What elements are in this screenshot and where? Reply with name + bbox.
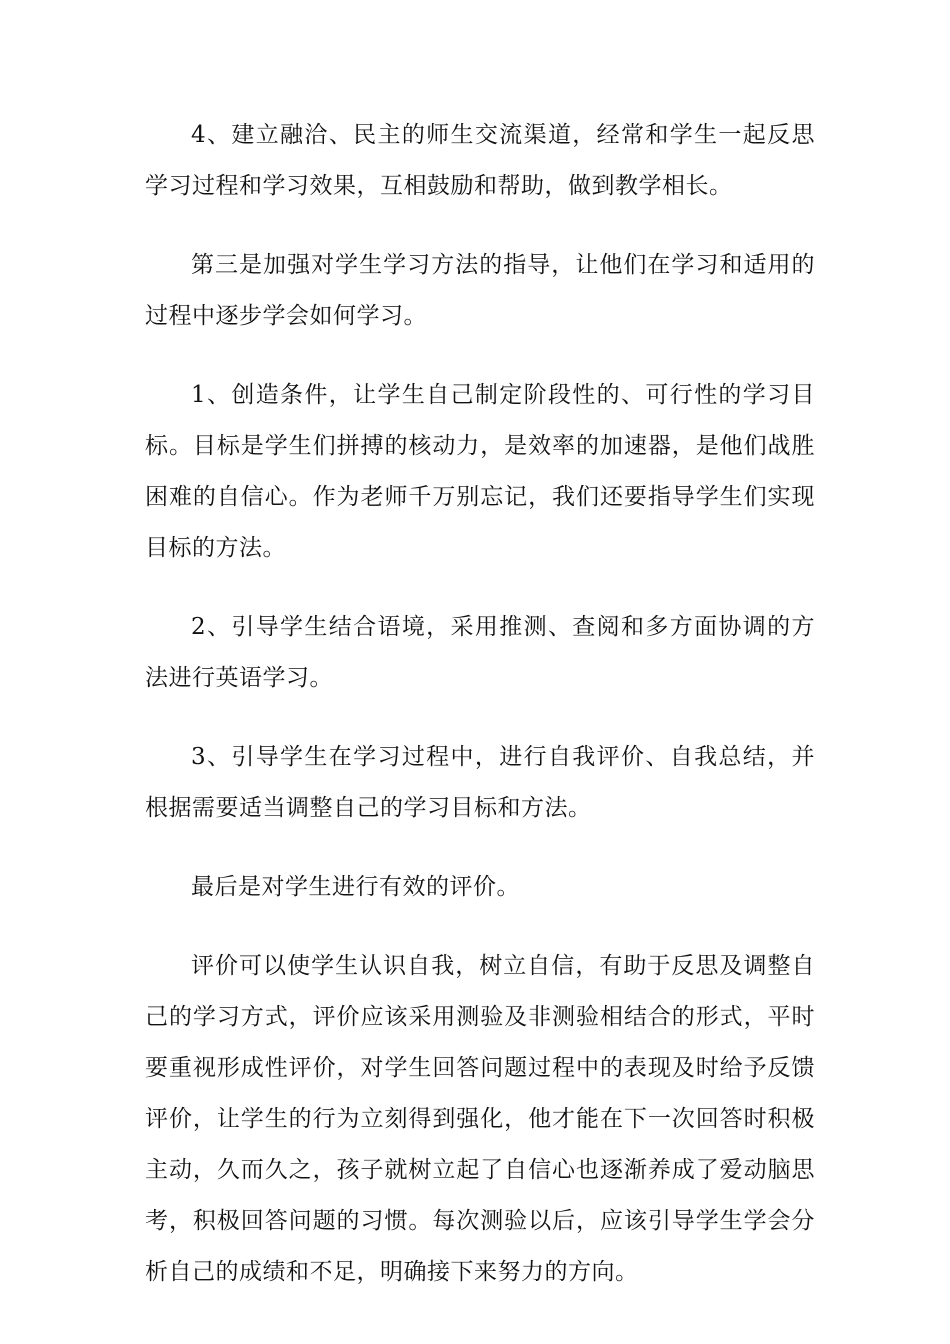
paragraph-item-1: 1、创造条件，让学生自己制定阶段性的、可行性的学习目标。目标是学生们拼搏的核动力，是效率的加速器，是他们战胜困难的自信心。作为老师千万别忘记，我们还要指导学生们实现目标的方法。 (145, 382, 815, 561)
paragraph-item-3: 3、引导学生在学习过程中，进行自我评价、自我总结，并根据需要适当调整自己的学习目标和方法。 (145, 744, 815, 821)
paragraph-item-2: 2、引导学生结合语境，采用推测、查阅和多方面协调的方法进行英语学习。 (145, 614, 815, 691)
paragraph-final-point: 最后是对学生进行有效的评价。 (191, 874, 520, 900)
paragraph-third-point: 第三是加强对学生学习方法的指导，让他们在学习和适用的过程中逐步学会如何学习。 (145, 252, 815, 329)
paragraph-evaluation: 评价可以使学生认识自我，树立自信，有助于反思及调整自己的学习方式，评价应该采用测验及非测验相结合的形式，平时要重视形成性评价，对学生回答问题过程中的表现及时给予反馈评价，让学生的行为立刻得到强化，他才能在下一次回答时积极主动，久而久之，孩子就树立起了自信心也逐渐养成了爱动脑思考，积极回答问题的习惯。每次测验以后，应该引导学生学会分析自己的成绩和不足，明确接下来努力的方向。 (145, 953, 815, 1285)
paragraph-item-4: 4、建立融洽、民主的师生交流渠道，经常和学生一起反思学习过程和学习效果，互相鼓励和帮助，做到教学相长。 (145, 122, 815, 199)
document-body (145, 110, 815, 1326)
